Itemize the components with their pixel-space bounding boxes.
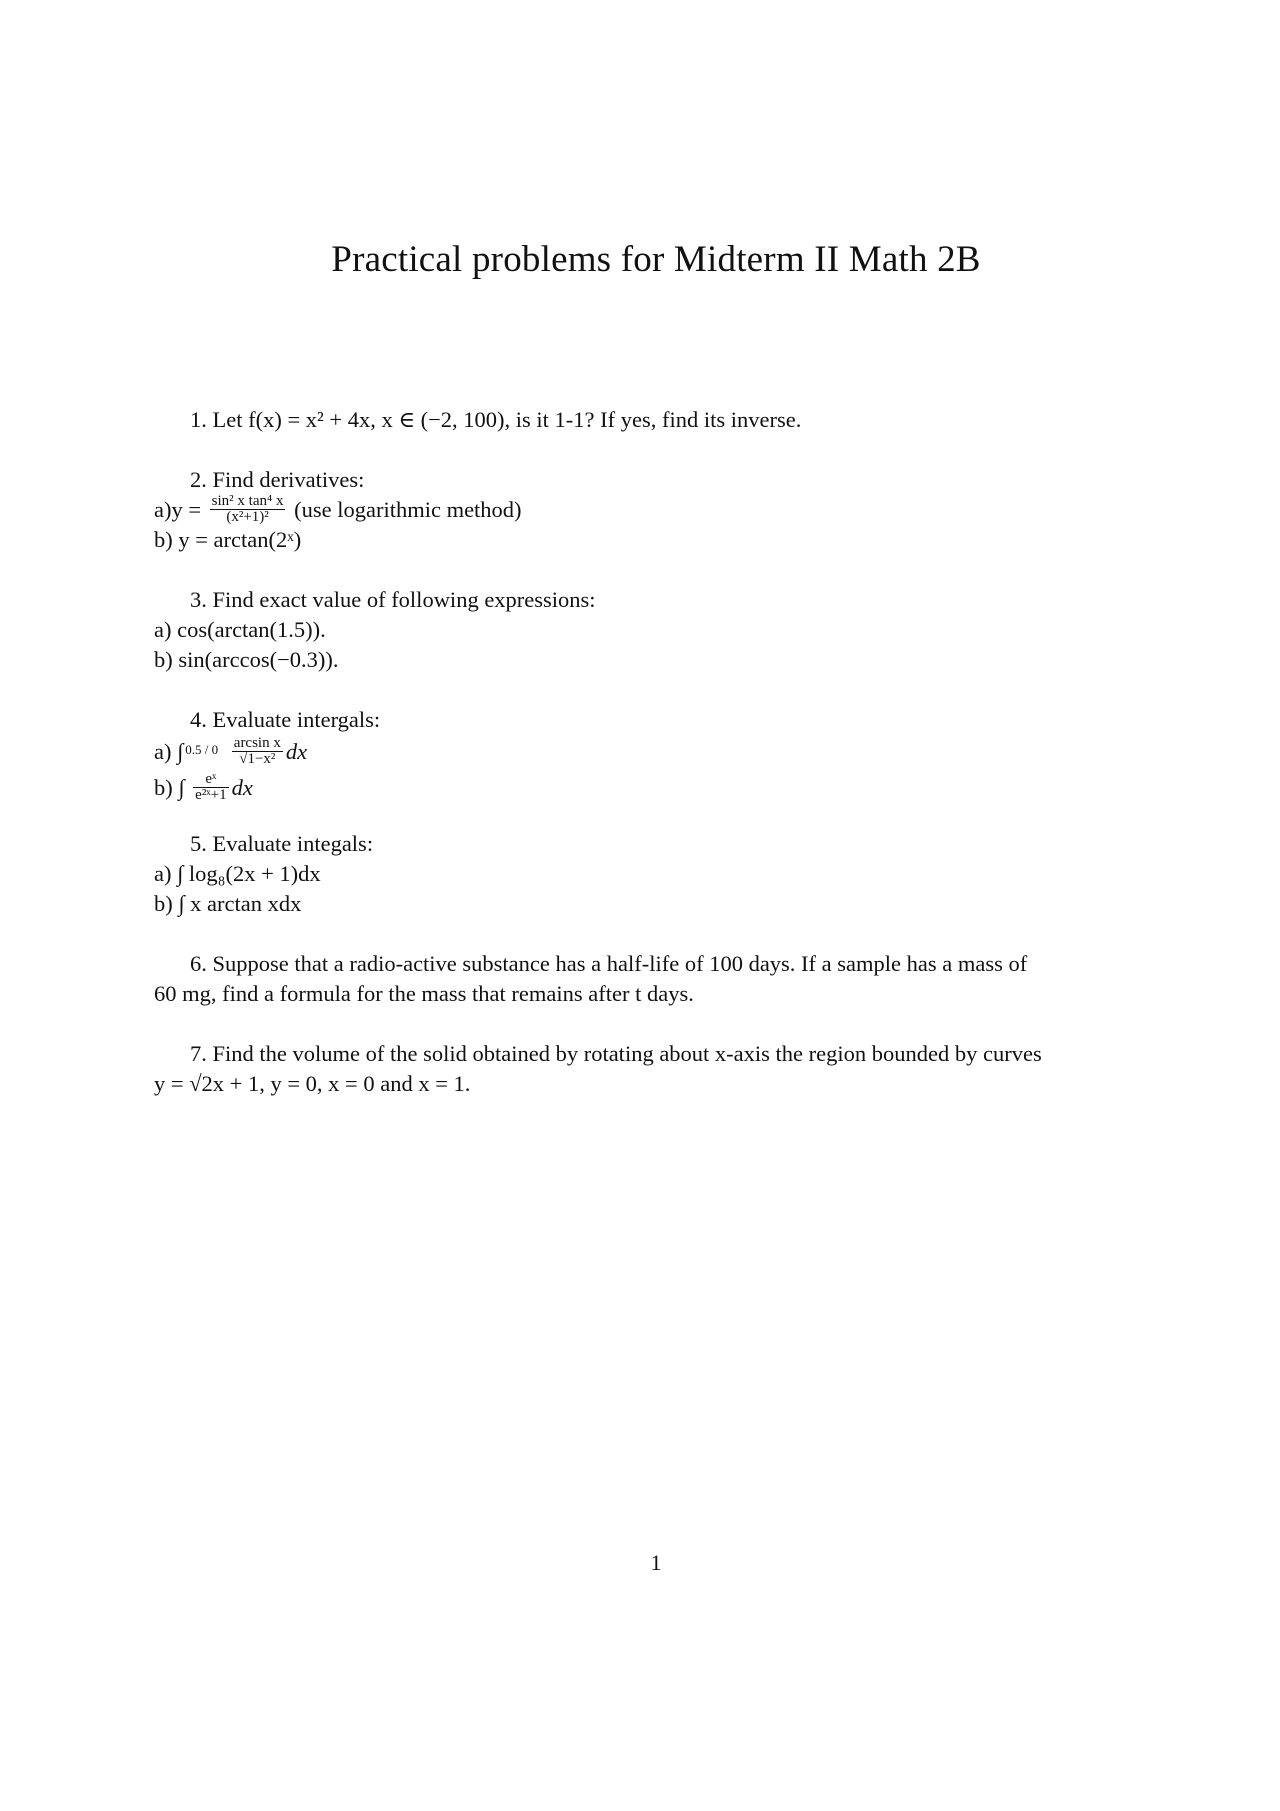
problem-4b bbox=[154, 771, 253, 805]
problem-2-heading: 2. Find derivatives: bbox=[190, 467, 365, 492]
problem-2a bbox=[154, 493, 522, 527]
problem-4b-denominator: e²ˣ+1 bbox=[195, 787, 227, 804]
problem-6-line-1: 6. Suppose that a radio-active substance has a half-life of 100 days. If a sample has a mass of bbox=[190, 951, 1028, 976]
problem-4a-fraction bbox=[232, 736, 283, 767]
problem-1-text: f(x) = x² + 4x, x ∈ (−2, 100), is it 1-1? If yes, find its inverse. bbox=[248, 407, 802, 432]
problem-4b-numerator: eˣ bbox=[193, 772, 228, 788]
problem-6-line-2: 60 mg, find a formula for the mass that remains after t days. bbox=[154, 981, 694, 1006]
problem-3b: b) sin(arccos(−0.3)). bbox=[154, 647, 339, 672]
problem-4-heading: 4. Evaluate intergals: bbox=[190, 707, 381, 732]
problem-4b-suffix: dx bbox=[231, 775, 253, 800]
problem-1 bbox=[190, 406, 801, 434]
problem-7-line-2: y = √2x + 1, y = 0, x = 0 and x = 1. bbox=[154, 1071, 471, 1096]
problem-3-heading: 3. Find exact value of following expressions: bbox=[190, 587, 596, 612]
problem-5a: a) ∫ log₈(2x + 1)dx bbox=[154, 861, 321, 886]
problem-2b: b) y = arctan(2ˣ) bbox=[154, 527, 302, 552]
problem-4a-numerator: arcsin x bbox=[233, 735, 281, 752]
problem-4a-limits bbox=[183, 743, 220, 756]
page-title: Practical problems for Midterm II Math 2B bbox=[331, 239, 981, 280]
problem-4a-suffix: dx bbox=[285, 739, 308, 764]
problem-2a-prefix: a)y = bbox=[154, 497, 202, 522]
problem-4b-fraction bbox=[193, 772, 228, 803]
problem-2a-fraction bbox=[210, 494, 286, 525]
problem-5b: b) ∫ x arctan xdx bbox=[154, 891, 302, 916]
problem-3a: a) cos(arctan(1.5)). bbox=[154, 617, 326, 642]
problem-2a-suffix: (use logarithmic method) bbox=[294, 497, 522, 522]
problem-2a-numerator: sin² x tan⁴ x bbox=[211, 493, 284, 510]
page-number: 1 bbox=[650, 1550, 662, 1575]
problem-2a-denominator: (x²+1)² bbox=[226, 509, 269, 526]
problem-4b-prefix: b) ∫ bbox=[154, 775, 185, 800]
problem-4a-limits-text: 0.5 / 0 bbox=[185, 742, 219, 758]
problem-4a-prefix: a) ∫ bbox=[154, 739, 184, 764]
problem-4a-denominator: √1−x² bbox=[239, 751, 276, 768]
problem-1-lead: 1. Let bbox=[190, 407, 243, 432]
problem-5-heading: 5. Evaluate integals: bbox=[190, 831, 374, 856]
problem-4a bbox=[154, 735, 308, 769]
problem-7-line-1: 7. Find the volume of the solid obtained by rotating about x-axis the region bounded by curves bbox=[190, 1041, 1042, 1066]
